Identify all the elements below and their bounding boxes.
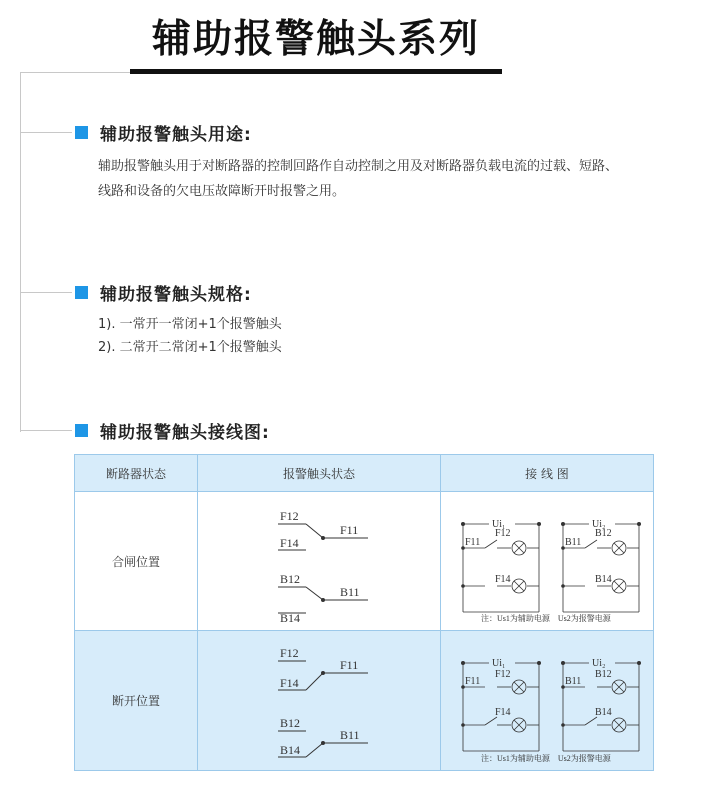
contact-diagram-closed — [198, 492, 440, 627]
section-heading-spec — [75, 281, 252, 303]
contact-diagram-cell — [198, 631, 441, 771]
label-ui1: Ui₁ — [492, 519, 506, 530]
guide-line-section-2 — [20, 292, 72, 293]
label-f11: F11 — [465, 537, 481, 548]
wiring-note: 注：Us1为辅助电源 Us2为报警电源 — [481, 614, 611, 623]
label-b14: B14 — [280, 743, 301, 757]
label-b14: B14 — [595, 574, 612, 585]
guide-line-section-1 — [20, 132, 72, 133]
label-b12: B12 — [280, 716, 301, 730]
label-b12: B12 — [595, 528, 612, 539]
page-title-block — [130, 12, 502, 74]
title-underline — [130, 69, 502, 74]
wiring-diagram-closed — [441, 492, 653, 627]
table-row — [75, 631, 654, 771]
label-ui2: Ui₂ — [592, 519, 606, 530]
section-title: 辅助报警触头规格: — [100, 284, 252, 305]
label-f12: F12 — [280, 646, 299, 660]
table-header-row — [75, 455, 654, 492]
breaker-state-open: 断开位置 — [75, 631, 198, 771]
usage-line: 辅助报警触头用于对断路器的控制回路作自动控制之用及对断路器负载电流的过载、短路、 — [98, 159, 619, 174]
bullet-square-icon — [75, 126, 88, 139]
label-b11: B11 — [565, 537, 582, 548]
label-b12: B12 — [595, 669, 612, 680]
bullet-square-icon — [75, 286, 88, 299]
wiring-table — [74, 454, 654, 771]
page-title: 辅助报警触头系列 — [151, 17, 480, 62]
table-row — [75, 492, 654, 631]
usage-line: 线路和设备的欠电压故障断开时报警之用。 — [98, 184, 346, 199]
spec-item: 2). 二常开二常闭+1个报警触头 — [98, 340, 282, 355]
guide-line-title — [20, 72, 130, 73]
label-f11: F11 — [340, 658, 359, 672]
header-wiring-diagram: 接 线 图 — [441, 455, 654, 492]
contact-diagram-cell — [198, 492, 441, 631]
spec-list — [98, 313, 282, 359]
label-b14: B14 — [280, 611, 301, 625]
label-f11: F11 — [465, 676, 481, 687]
label-ui1: Ui₁ — [492, 658, 506, 669]
header-breaker-state: 断路器状态 — [75, 455, 198, 492]
spec-item: 1). 一常开一常闭+1个报警触头 — [98, 317, 282, 332]
label-b11: B11 — [340, 585, 360, 599]
label-f14: F14 — [280, 536, 299, 550]
wiring-diagram-cell — [441, 631, 654, 771]
label-f12: F12 — [495, 528, 511, 539]
label-b11: B11 — [340, 728, 360, 742]
wiring-diagram-cell — [441, 492, 654, 631]
label-f14: F14 — [495, 707, 511, 718]
wiring-diagram-open — [441, 631, 653, 767]
label-f14: F14 — [495, 574, 511, 585]
label-b12: B12 — [280, 572, 301, 586]
guide-line-vertical — [20, 72, 21, 432]
section-title: 辅助报警触头接线图: — [100, 422, 270, 443]
header-alarm-state: 报警触头状态 — [198, 455, 441, 492]
label-f11: F11 — [340, 523, 359, 537]
guide-line-section-3 — [20, 430, 72, 431]
bullet-square-icon — [75, 424, 88, 437]
breaker-state-closed: 合闸位置 — [75, 492, 198, 631]
wiring-note: 注：Us1为辅助电源 Us2为报警电源 — [481, 754, 611, 763]
section-heading-usage — [75, 121, 252, 143]
label-ui2: Ui₂ — [592, 658, 606, 669]
section-title: 辅助报警触头用途: — [100, 124, 252, 145]
label-f12: F12 — [280, 509, 299, 523]
label-b14: B14 — [595, 707, 612, 718]
usage-paragraph — [98, 154, 688, 204]
label-f12: F12 — [495, 669, 511, 680]
section-heading-wiring — [75, 419, 270, 441]
contact-diagram-open — [198, 631, 440, 767]
label-f14: F14 — [280, 676, 299, 690]
label-b11: B11 — [565, 676, 582, 687]
